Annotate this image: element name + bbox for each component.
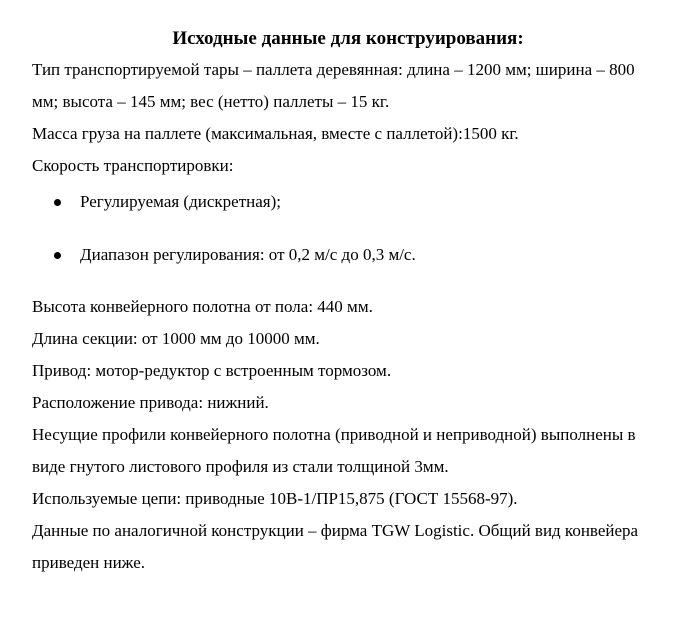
paragraph-chains: Используемые цепи: приводные 10В-1/ПР15,875 (ГОСТ 15568-97). [32, 489, 518, 508]
lower-paragraphs [32, 291, 654, 579]
paragraph-speed-heading: Скорость транспортировки: [32, 156, 234, 175]
section-title: Исходные данные для конструирования: [172, 28, 524, 49]
paragraph-section-length: Длина секции: от 1000 мм до 10000 мм. [32, 329, 320, 348]
bullet-item-range [32, 239, 654, 271]
bullet-text: Регулируемая (дискретная); [80, 192, 281, 211]
bullet-dot-icon [54, 252, 61, 259]
paragraph-drive-location: Расположение привода: нижний. [32, 393, 269, 412]
bullet-item-adjustable [32, 186, 654, 218]
bullet-text: Диапазон регулирования: от 0,2 м/с до 0,3 м/с. [80, 245, 416, 264]
paragraph-tare-type: Тип транспортируемой тары – паллета деревянная: длина – 1200 мм; ширина – 800 мм; высота – 145 мм; вес (нетто) паллеты – 15 кг. [32, 60, 635, 111]
speed-bullet-list [32, 186, 654, 271]
paragraph-belt-height: Высота конвейерного полотна от пола: 440 мм. [32, 297, 373, 316]
paragraph-drive: Привод: мотор-редуктор с встроенным тормозом. [32, 361, 392, 380]
paragraph-cargo-mass: Масса груза на паллете (максимальная, вместе с паллетой):1500 кг. [32, 124, 519, 143]
paragraph-analog-design: Данные по аналогичной конструкции – фирма TGW Logistic. Общий вид конвейера приведен ниже. [32, 521, 639, 572]
paragraph-profiles: Несущие профили конвейерного полотна (приводной и неприводной) выполнены в виде гнутого листового профиля из стали толщиной 3мм. [32, 425, 636, 476]
bullet-dot-icon [54, 199, 61, 206]
